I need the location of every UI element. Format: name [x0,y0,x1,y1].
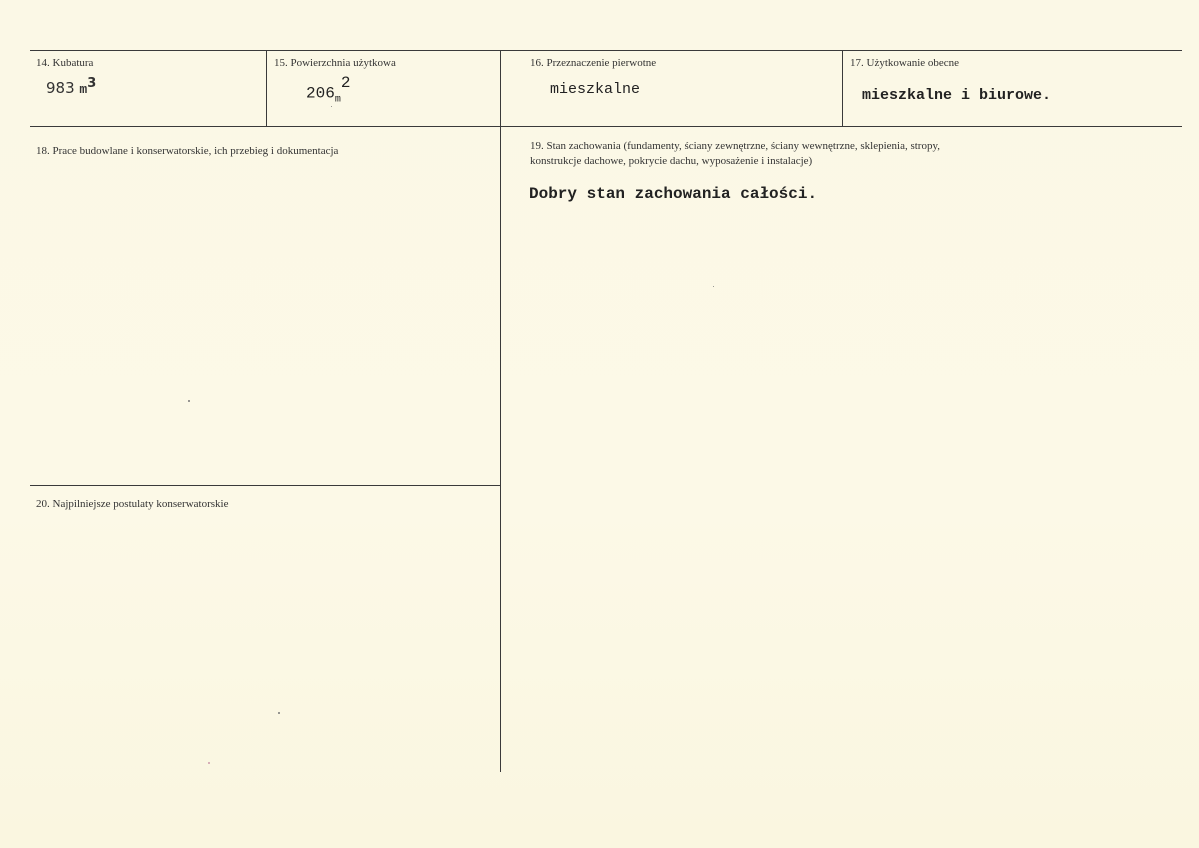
stan-value: Dobry stan zachowania całości. [529,185,818,203]
header-row-bottom-rule [30,126,1182,127]
divider-16-17 [842,50,843,127]
powierzchnia-label: 15. Powierzchnia użytkowa [274,57,396,69]
postulaty-label: 20. Najpilniejsze postulaty konserwatorskie [36,498,229,510]
top-rule [30,50,1182,51]
paper-speck [208,762,210,764]
uzytkowanie-value: mieszkalne i biurowe. [862,87,1052,104]
kubatura-value: 983 $m^3$ [46,76,97,97]
przeznaczenie-label: 16. Przeznaczenie pierwotne [530,57,657,69]
paper-speck [331,106,332,107]
prace-label: 18. Prace budowlane i konserwatorskie, ich przebieg i dokumentacja [36,145,339,157]
section-18-20-rule [30,485,500,486]
kubatura-label: 14. Kubatura [36,57,94,69]
stan-label-line1: 19. Stan zachowania (fundamenty, ściany zewnętrzne, ściany wewnętrzne, sklepienia, stropy, [530,140,941,152]
divider-15-16 [500,50,501,772]
paper-speck [278,712,280,714]
paper-speck [713,286,714,287]
uzytkowanie-label: 17. Użytkowanie obecne [850,57,960,69]
paper-speck [188,400,190,402]
powierzchnia-value: $206_m^2$ [306,74,351,106]
stan-label-line2: konstrukcje dachowe, pokrycie dachu, wyposażenie i instalacje) [530,155,813,167]
divider-14-15 [266,50,267,127]
przeznaczenie-value: mieszkalne [550,81,641,98]
